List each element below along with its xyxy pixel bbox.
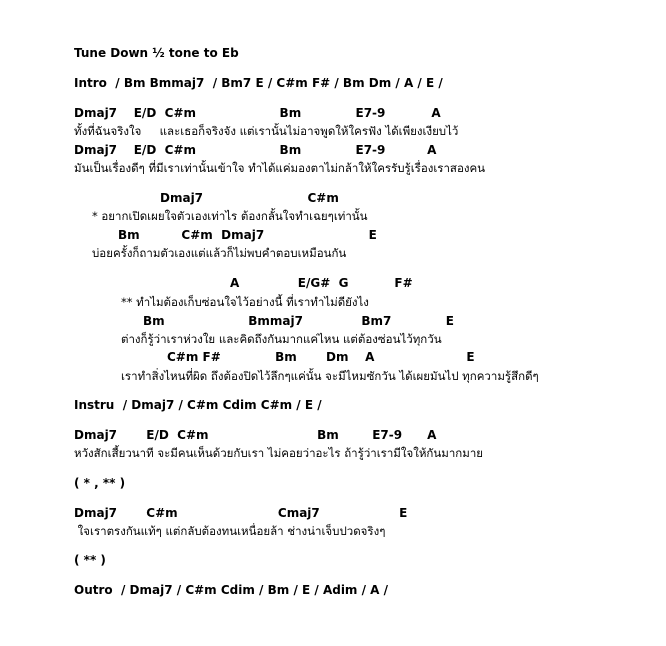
intro-line: Intro / Bm Bmmaj7 / Bm7 E / C#m F# / Bm Dm / A / E / <box>74 76 443 90</box>
instru-line: Instru / Dmaj7 / C#m Cdim C#m / E / <box>74 398 322 412</box>
verse1-lyric-line-1: ทั้งที่ฉันจริงใจ และเธอก็จริงจัง แต่เรานั้นไม่อาจพูดให้ใครฟัง ได้เพียงเงียบไว้ <box>74 124 459 138</box>
tuning-note: Tune Down ½ tone to Eb <box>74 46 239 60</box>
verse2-chord-line-1: Dmaj7 E/D C#m Bm E7-9 A <box>74 428 437 442</box>
repeat-marker-2: ( ** ) <box>74 553 106 567</box>
chorus1-chord-line-1: Dmaj7 C#m <box>160 191 339 205</box>
verse3-lyric-line-1: ใจเราตรงกันแท้ๆ แต่กลับต้องทนเหนื่อยล้า ช่างน่าเจ็บปวดจริงๆ <box>74 524 386 538</box>
verse1-chord-line-2: Dmaj7 E/D C#m Bm E7-9 A <box>74 143 437 157</box>
verse1-lyric-line-2: มันเป็นเรื่องดีๆ ที่มีเราเท่านั้นเข้าใจ ทำได้แค่มองตาไม่กล้าให้ใครรับรู้เรื่องเราสองคน <box>74 161 486 175</box>
chorus1-lyric-line-2: บ่อยครั้งก็ถามตัวเองแต่แล้วก็ไม่พบคำตอบเหมือนกัน <box>92 246 347 260</box>
verse2-lyric-line-1: หวังสักเสี้ยวนาที จะมีคนเห็นด้วยกับเรา ไม่คอยว่าอะไร ถ้ารู้ว่าเรามีใจให้กันมากมาย <box>74 446 484 460</box>
chorus2-chord-line-2: Bm Bmmaj7 Bm7 E <box>143 314 454 328</box>
verse1-chord-line-1: Dmaj7 E/D C#m Bm E7-9 A <box>74 106 441 120</box>
chorus1-lyric-line-1: * อยากเปิดเผยใจตัวเองเท่าไร ต้องกลั้นใจทำเฉยๆเท่านั้น <box>92 209 368 223</box>
outro-line: Outro / Dmaj7 / C#m Cdim / Bm / E / Adim / A / <box>74 583 389 597</box>
chorus2-lyric-line-1: ** ทำไมต้องเก็บซ่อนใจไว้อย่างนี้ ที่เราทำไม่ดียังไง <box>121 295 369 309</box>
repeat-marker-1: ( * , ** ) <box>74 476 126 490</box>
chorus2-lyric-line-3: เราทำสิ่งไหนที่ผิด ถึงต้องปิดไว้ลึกๆแค่นั้น จะมีไหมซักวัน ได้เผยมันไป ทุกความรู้สึกดีๆ <box>121 369 539 383</box>
chorus2-chord-line-1: A E/G# G F# <box>230 276 413 290</box>
chorus1-chord-line-2: Bm C#m Dmaj7 E <box>118 228 377 242</box>
chorus2-lyric-line-2: ต่างก็รู้ว่าเราห่วงใย และคิดถึงกันมากแค่ไหน แต่ต้องซ่อนไว้ทุกวัน <box>121 332 442 346</box>
chorus2-chord-line-3: C#m F# Bm Dm A E <box>167 350 475 364</box>
verse3-chord-line-1: Dmaj7 C#m Cmaj7 E <box>74 506 408 520</box>
